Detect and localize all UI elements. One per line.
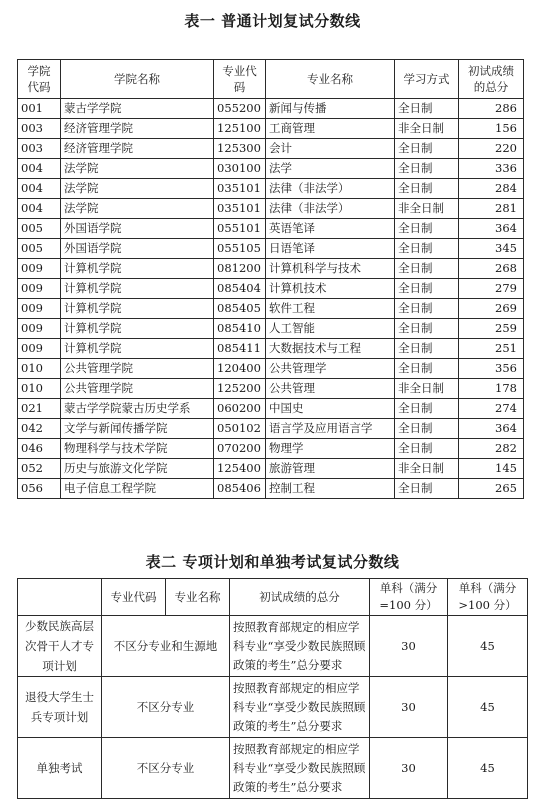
college-name-cell: 计算机学院 [61,299,214,319]
requirement-cell: 按照教育部规定的相应学科专业“享受少数民族照顾政策的考生”总分要求 [230,616,370,677]
college-name-cell: 法学院 [61,159,214,179]
single-subject-over-100-cell: 45 [448,616,528,677]
major-code-cell: 035101 [214,179,266,199]
table-row [18,359,524,379]
total-score-cell: 274 [459,399,524,419]
header-college-name: 学院名称 [61,60,214,99]
study-mode-cell: 全日制 [395,299,459,319]
study-mode-cell: 全日制 [395,159,459,179]
table2-title: 表二 专项计划和单独考试复试分数线 [145,553,400,571]
major-name-cell: 公共管理学 [266,359,395,379]
study-mode-cell: 非全日制 [395,379,459,399]
college-code-cell: 004 [18,159,61,179]
total-score-cell: 268 [459,259,524,279]
total-score-cell: 364 [459,219,524,239]
table-row [18,99,524,119]
college-code-cell: 009 [18,339,61,359]
college-name-cell: 公共管理学院 [61,359,214,379]
requirement-cell: 按照教育部规定的相应学科专业“享受少数民族照顾政策的考生”总分要求 [230,738,370,799]
major-name-cell: 公共管理 [266,379,395,399]
major-name-cell: 控制工程 [266,479,395,499]
single-subject-100-cell: 30 [370,677,448,738]
header-major-code: 专业代码 [214,60,266,99]
major-name-cell: 法律（非法学） [266,179,395,199]
single-subject-100-cell: 30 [370,738,448,799]
table-row [18,738,528,799]
study-mode-cell: 全日制 [395,339,459,359]
study-mode-cell: 全日制 [395,359,459,379]
college-name-cell: 公共管理学院 [61,379,214,399]
total-score-cell: 279 [459,279,524,299]
total-score-cell: 156 [459,119,524,139]
header-college-code: 学院代码 [18,60,61,99]
major-name-cell: 新闻与传播 [266,99,395,119]
college-name-cell: 计算机学院 [61,279,214,299]
table-row [18,139,524,159]
total-score-cell: 364 [459,419,524,439]
header-single-subject-over-100: 单科（满分>100 分） [448,579,528,616]
major-name-cell: 旅游管理 [266,459,395,479]
major-code-cell: 055101 [214,219,266,239]
major-code-cell: 125300 [214,139,266,159]
total-score-cell: 281 [459,199,524,219]
single-subject-over-100-cell: 45 [448,677,528,738]
major-name-cell: 法律（非法学） [266,199,395,219]
college-code-cell: 009 [18,299,61,319]
plan-category-cell: 单独考试 [18,738,102,799]
college-name-cell: 经济管理学院 [61,119,214,139]
study-mode-cell: 非全日制 [395,459,459,479]
total-score-cell: 336 [459,159,524,179]
study-mode-cell: 非全日制 [395,119,459,139]
total-score-cell: 282 [459,439,524,459]
major-code-cell: 060200 [214,399,266,419]
major-name-cell: 物理学 [266,439,395,459]
college-name-cell: 物理科学与技术学院 [61,439,214,459]
table-row [18,379,524,399]
study-mode-cell: 全日制 [395,399,459,419]
major-name-cell: 计算机科学与技术 [266,259,395,279]
header-total-score: 初试成绩的总分 [459,60,524,99]
college-code-cell: 003 [18,139,61,159]
total-score-cell: 251 [459,339,524,359]
study-mode-cell: 全日制 [395,319,459,339]
total-score-cell: 178 [459,379,524,399]
college-name-cell: 计算机学院 [61,319,214,339]
table-row [18,419,524,439]
major-code-cell: 035101 [214,199,266,219]
college-code-cell: 042 [18,419,61,439]
study-mode-cell: 全日制 [395,99,459,119]
college-code-cell: 046 [18,439,61,459]
college-name-cell: 历史与旅游文化学院 [61,459,214,479]
total-score-cell: 265 [459,479,524,499]
college-code-cell: 004 [18,179,61,199]
college-name-cell: 外国语学院 [61,219,214,239]
requirement-cell: 按照教育部规定的相应学科专业“享受少数民族照顾政策的考生”总分要求 [230,677,370,738]
total-score-cell: 259 [459,319,524,339]
total-score-cell: 286 [459,99,524,119]
major-name-cell: 软件工程 [266,299,395,319]
college-code-cell: 009 [18,279,61,299]
table-row [18,319,524,339]
college-code-cell: 009 [18,319,61,339]
header-major-name: 专业名称 [266,60,395,99]
major-name-cell: 计算机技术 [266,279,395,299]
table-row [18,219,524,239]
total-score-cell: 284 [459,179,524,199]
major-code-cell: 085404 [214,279,266,299]
total-score-cell: 345 [459,239,524,259]
major-code-cell: 085406 [214,479,266,499]
study-mode-cell: 全日制 [395,279,459,299]
college-code-cell: 001 [18,99,61,119]
header-total-score: 初试成绩的总分 [230,579,370,616]
header-major-name: 专业名称 [166,579,230,616]
major-name-cell: 语言学及应用语言学 [266,419,395,439]
scope-cell: 不区分专业 [102,677,230,738]
major-name-cell: 大数据技术与工程 [266,339,395,359]
header-study-mode: 学习方式 [395,60,459,99]
college-name-cell: 蒙古学学院 [61,99,214,119]
study-mode-cell: 全日制 [395,219,459,239]
single-subject-over-100-cell: 45 [448,738,528,799]
college-name-cell: 计算机学院 [61,259,214,279]
major-name-cell: 英语笔译 [266,219,395,239]
major-code-cell: 125400 [214,459,266,479]
table-row [18,299,524,319]
college-name-cell: 计算机学院 [61,339,214,359]
major-name-cell: 工商管理 [266,119,395,139]
study-mode-cell: 全日制 [395,179,459,199]
major-code-cell: 050102 [214,419,266,439]
college-code-cell: 052 [18,459,61,479]
major-name-cell: 人工智能 [266,319,395,339]
scope-cell: 不区分专业 [102,738,230,799]
table-row [18,179,524,199]
header-major-code: 专业代码 [102,579,166,616]
table-header-row [18,60,524,99]
total-score-cell: 145 [459,459,524,479]
table-row [18,339,524,359]
college-name-cell: 电子信息工程学院 [61,479,214,499]
header-single-subject-100: 单科（满分=100 分） [370,579,448,616]
major-code-cell: 070200 [214,439,266,459]
college-name-cell: 蒙古学学院蒙古历史学系 [61,399,214,419]
study-mode-cell: 全日制 [395,139,459,159]
major-code-cell: 085411 [214,339,266,359]
header-blank [18,579,102,616]
scope-cell: 不区分专业和生源地 [102,616,230,677]
table-row [18,677,528,738]
major-name-cell: 中国史 [266,399,395,419]
study-mode-cell: 全日制 [395,239,459,259]
major-code-cell: 085410 [214,319,266,339]
study-mode-cell: 全日制 [395,419,459,439]
table-row [18,459,524,479]
table-row [18,439,524,459]
table1-title: 表一 普通计划复试分数线 [184,12,361,30]
study-mode-cell: 全日制 [395,259,459,279]
college-name-cell: 文学与新闻传播学院 [61,419,214,439]
major-name-cell: 法学 [266,159,395,179]
college-code-cell: 056 [18,479,61,499]
major-code-cell: 081200 [214,259,266,279]
table-row [18,399,524,419]
table-row [18,616,528,677]
total-score-cell: 356 [459,359,524,379]
college-code-cell: 009 [18,259,61,279]
major-code-cell: 085405 [214,299,266,319]
table-row [18,479,524,499]
college-name-cell: 经济管理学院 [61,139,214,159]
college-code-cell: 005 [18,239,61,259]
college-code-cell: 010 [18,379,61,399]
college-code-cell: 003 [18,119,61,139]
table-row [18,199,524,219]
major-code-cell: 030100 [214,159,266,179]
college-code-cell: 004 [18,199,61,219]
study-mode-cell: 全日制 [395,479,459,499]
major-name-cell: 日语笔译 [266,239,395,259]
major-code-cell: 125100 [214,119,266,139]
plan-category-cell: 退役大学生士兵专项计划 [18,677,102,738]
college-code-cell: 010 [18,359,61,379]
college-name-cell: 法学院 [61,179,214,199]
total-score-cell: 269 [459,299,524,319]
major-code-cell: 055200 [214,99,266,119]
major-code-cell: 120400 [214,359,266,379]
table-row [18,159,524,179]
table-row [18,259,524,279]
plan-category-cell: 少数民族高层次骨干人才专项计划 [18,616,102,677]
regular-plan-score-table [17,59,524,499]
special-plan-score-table [17,578,528,799]
college-code-cell: 021 [18,399,61,419]
study-mode-cell: 全日制 [395,439,459,459]
table-row [18,119,524,139]
college-name-cell: 外国语学院 [61,239,214,259]
college-code-cell: 005 [18,219,61,239]
single-subject-100-cell: 30 [370,616,448,677]
table-header-row [18,579,528,616]
study-mode-cell: 非全日制 [395,199,459,219]
table-row [18,239,524,259]
major-code-cell: 125200 [214,379,266,399]
college-name-cell: 法学院 [61,199,214,219]
total-score-cell: 220 [459,139,524,159]
major-name-cell: 会计 [266,139,395,159]
major-code-cell: 055105 [214,239,266,259]
table-row [18,279,524,299]
